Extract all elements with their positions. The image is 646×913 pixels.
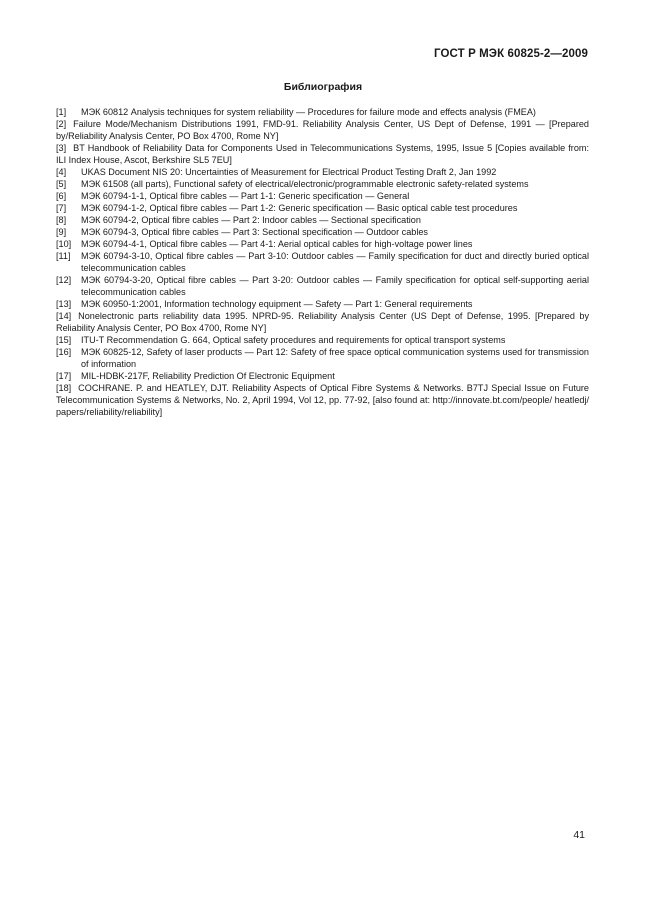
entry-number: [9] [56,227,67,237]
bibliography-entry [56,106,589,118]
entry-number: [16] [56,347,72,357]
entry-number: [6] [56,191,67,201]
entry-number: [2] [56,119,67,129]
bibliography-entry [56,250,589,274]
bibliography-entry [56,214,589,226]
entry-number: [13] [56,299,72,309]
bibliography-entry [56,334,589,346]
bibliography-entry [56,298,589,310]
bibliography-entry [56,226,589,238]
entry-number: [8] [56,215,67,225]
standard-code-header: ГОСТ Р МЭК 60825-2—2009 [434,48,588,60]
entry-number: [5] [56,179,67,189]
entry-number: [18] [56,383,72,393]
bibliography-entry [56,370,589,382]
entry-number: [12] [56,275,72,285]
bibliography-list [56,106,589,418]
entry-number: [15] [56,335,72,345]
bibliography-entry [56,142,589,166]
bibliography-entry [56,202,589,214]
bibliography-entry [56,166,589,178]
bibliography-entry [56,178,589,190]
entry-text: МЭК 60825-12, Safety of laser products — Part 12: Safety of free space optical communication systems used for transmission of information [81,347,589,369]
entry-number: [11] [56,251,71,261]
bibliography-entry [56,238,589,250]
entry-text: МЭК 60794-2, Optical fibre cables — Part 2: Indoor cables — Sectional specification [81,215,421,225]
entry-number: [3] [56,143,67,153]
entry-text: МЭК 60794-4-1, Optical fibre cables — Part 4-1: Aerial optical cables for high-voltage power lines [81,239,473,249]
entry-number: [10] [56,239,72,249]
entry-number: [7] [56,203,67,213]
entry-text: ITU-T Recommendation G. 664, Optical safety procedures and requirements for optical transport systems [81,335,506,345]
entry-number: [17] [56,371,72,381]
bibliography-entry [56,274,589,298]
page-number: 41 [573,829,585,841]
entry-text: МЭК 60794-1-1, Optical fibre cables — Part 1-1: Generic specification — General [81,191,410,201]
entry-text: Failure Mode/Mechanism Distributions 1991, FMD-91. Reliability Analysis Center, US Dept of Defense, 1991 — [Prepared by/Reliability Analysis Center, PO Box 4700, Rome NY] [56,119,589,141]
entry-text: МЭК 60794-3-20, Optical fibre cables — Part 3-20: Outdoor cables — Family specification for optical self-supporting aerial telecommunication cables [81,275,589,297]
entry-text: МЭК 61508 (all parts), Functional safety of electrical/electronic/programmable electronic safety-related systems [81,179,529,189]
entry-number: [4] [56,167,67,177]
entry-number: [1] [56,107,67,117]
entry-text: МЭК 60794-3, Optical fibre cables — Part 3: Sectional specification — Outdoor cables [81,227,428,237]
bibliography-entry [56,310,589,334]
entry-text: COCHRANE. P. and HEATLEY, DJT. Reliability Aspects of Optical Fibre Systems & Networks. B7TJ Special Issue on Future Telecommunication Systems & Networks, No. 2, April 1994, Vol 12, pp. 77-92, [also found at: http://innovate.bt.com/people/ heatledj/ papers/reliability/reliability] [56,383,589,417]
entry-number: [14] [56,311,72,321]
entry-text: UKAS Document NIS 20: Uncertainties of Measurement for Electrical Product Testing Draft 2, Jan 1992 [81,167,497,177]
entry-text: МЭК 60812 Analysis techniques for system reliability — Procedures for failure mode and effects analysis (FMEA) [81,107,536,117]
entry-text: МЭК 60794-3-10, Optical fibre cables — Part 3-10: Outdoor cables — Family specification for duct and directly buried optical telecommunication cables [81,251,589,273]
section-title: Библиография [283,81,363,93]
bibliography-entry [56,382,589,418]
entry-text: МЭК 60794-1-2, Optical fibre cables — Part 1-2: Generic specification — Basic optical cable test procedures [81,203,518,213]
entry-text: MIL-HDBK-217F, Reliability Prediction Of Electronic Equipment [81,371,335,381]
entry-text: BT Handbook of Reliability Data for Components Used in Telecommunications Systems, 1995, Issue 5 [Copies available from: ILI Index House, Ascot, Berkshire SL5 7EU] [56,143,589,165]
entry-text: МЭК 60950-1:2001, Information technology equipment — Safety — Part 1: General requirements [81,299,473,309]
entry-text: Nonelectronic parts reliability data 1995. NPRD-95. Reliability Analysis Center (US Dept of Defense, 1995. [Prepared by Reliability Analysis Center, PO Box 4700, Rome NY] [56,311,589,333]
bibliography-entry [56,118,589,142]
bibliography-entry [56,346,589,370]
bibliography-entry [56,190,589,202]
